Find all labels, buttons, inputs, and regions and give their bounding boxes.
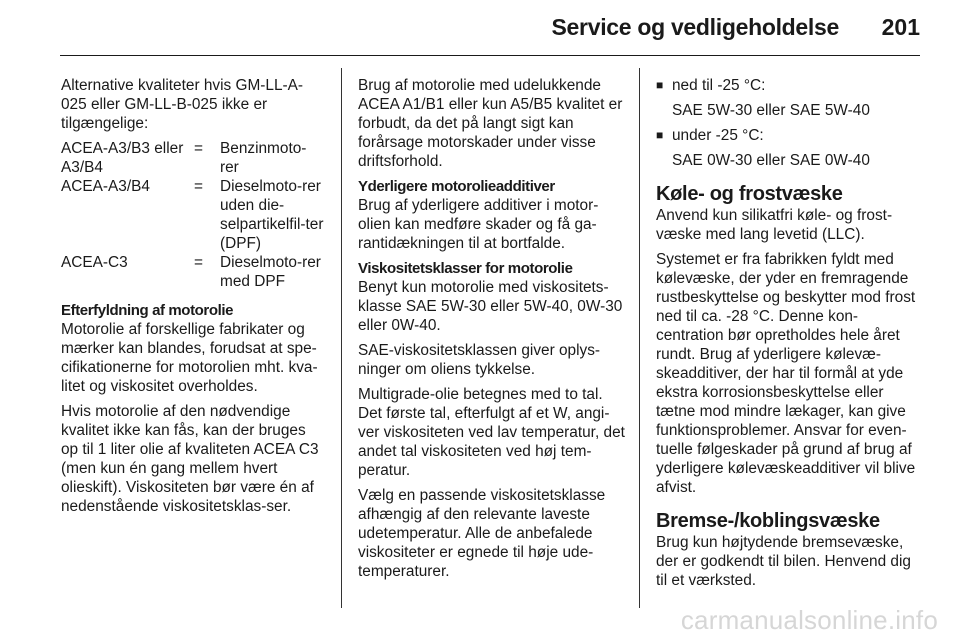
bullet-value: SAE 0W-30 eller SAE 0W-40 xyxy=(672,152,870,169)
page-number: 201 xyxy=(881,14,920,40)
spec-name: ACEA-A3/B3 eller A3/B4 xyxy=(61,140,184,176)
spec-row xyxy=(61,253,326,291)
refill-paragraph: Motorolie af forskellige fabrikater og mærker kan blandes, forudsat at spe-cifikationerne for motorolien mht. kva-litet og viskositet overholdes. xyxy=(61,321,318,395)
spec-name: ACEA-C3 xyxy=(61,254,128,271)
multigrade-paragraph: Multigrade-olie betegnes med to tal. Det første tal, efterfulgt af et W, angi-ver viskositeten ved lav temperatur, det andet tal viskositeten ved høj tem-peratur. xyxy=(358,386,625,479)
column-3 xyxy=(656,76,924,596)
heading-refill: Efterfyldning af motorolie xyxy=(61,302,234,319)
bullet-item xyxy=(656,76,924,95)
system-paragraph: Systemet er fra fabrikken fyldt med kølevæske, der yder en fremragende rustbeskyttelse og beskytter mod frost ned til ca. -28 °C. Denne kon-centration bør opretholdes hele året rundt. Brug af yderligere kølevæ-skeadditiver, der har til formål at yde ekstra korrosionsbeskyttelse eller tætne mod mindre lækager, kan give funktionsproblemer. Ansvar for even-tuelle følgeskader på grund af brug af yderligere kølevæskeadditiver vil blive afvist. xyxy=(656,251,916,496)
column-2 xyxy=(358,76,626,587)
page-title: Service og vedligeholdelse xyxy=(551,14,839,40)
heading-additives: Yderligere motorolieadditiver xyxy=(358,178,555,195)
column-1 xyxy=(61,76,326,522)
spec-equals: = xyxy=(194,254,203,271)
page-header xyxy=(0,0,960,56)
spec-name: ACEA-A3/B4 xyxy=(61,178,150,195)
bullet-square-icon: ■ xyxy=(656,128,664,142)
spec-description: Dieselmoto-rer med DPF xyxy=(220,254,321,290)
spec-row xyxy=(61,177,326,253)
column-divider-1 xyxy=(341,68,342,608)
column-divider-2 xyxy=(639,68,640,608)
bullet-square-icon: ■ xyxy=(656,78,664,92)
spec-equals: = xyxy=(194,140,203,157)
spec-description: Dieselmoto-rer uden die-selpartikelfil-ter (DPF) xyxy=(220,178,324,252)
bullet-label: under -25 °C: xyxy=(672,127,764,144)
coolant-paragraph: Anvend kun silikatfri køle- og frost-væske med lang levetid (LLC). xyxy=(656,207,893,243)
header-rule xyxy=(60,55,920,56)
sae-paragraph: SAE-viskositetsklassen giver oplys-ninger om oliens tykkelse. xyxy=(358,342,601,378)
intro-paragraph: Alternative kvaliteter hvis GM-LL-A-025 eller GM-LL-B-025 ikke er tilgængelige: xyxy=(61,77,304,132)
bullet-value: SAE 5W-30 eller SAE 5W-40 xyxy=(672,102,870,119)
spec-description: Benzinmoto-rer xyxy=(220,140,307,176)
bullet-label: ned til -25 °C: xyxy=(672,77,766,94)
choose-paragraph: Vælg en passende viskositetsklasse afhængig af den relevante laveste udetemperatur. Alle de anbefalede viskositeter er egnede til høje ude-temperaturer. xyxy=(358,487,606,580)
watermark: carmanualsonline.info xyxy=(680,605,938,635)
viscosity-paragraph: Benyt kun motorolie med viskositets-klasse SAE 5W-30 eller 5W-40, 0W-30 eller 0W-40. xyxy=(358,279,623,334)
spec-table xyxy=(61,139,326,291)
a1b1-paragraph: Brug af motorolie med udelukkende ACEA A1/B1 eller kun A5/B5 kvalitet er forbudt, da det på langt sigt kan forårsage motorskader under visse driftsforhold. xyxy=(358,77,623,170)
bullet-item xyxy=(656,126,924,145)
spec-row xyxy=(61,139,326,177)
additives-paragraph: Brug af yderligere additiver i motor-olien kan medføre skader og få ga-rantidækningen til at bortfalde. xyxy=(358,197,599,252)
heading-viscosity: Viskositetsklasser for motorolie xyxy=(358,260,573,277)
brake-paragraph: Brug kun højtydende bremsevæske, der er godkendt til bilen. Henvend dig til et værksted. xyxy=(656,534,911,589)
section-title-brake: Bremse-/koblingsvæske xyxy=(656,510,880,532)
spec-equals: = xyxy=(194,178,203,195)
section-title-coolant: Køle- og frostvæske xyxy=(656,183,843,205)
quality-paragraph: Hvis motorolie af den nødvendige kvalitet ikke kan fås, kan der bruges op til 1 liter olie af kvaliteten ACEA C3 (men kun én gang mellem hvert olieskift). Viskositeten bør være én af nedenstående viskositetsklas-ser. xyxy=(61,403,319,515)
